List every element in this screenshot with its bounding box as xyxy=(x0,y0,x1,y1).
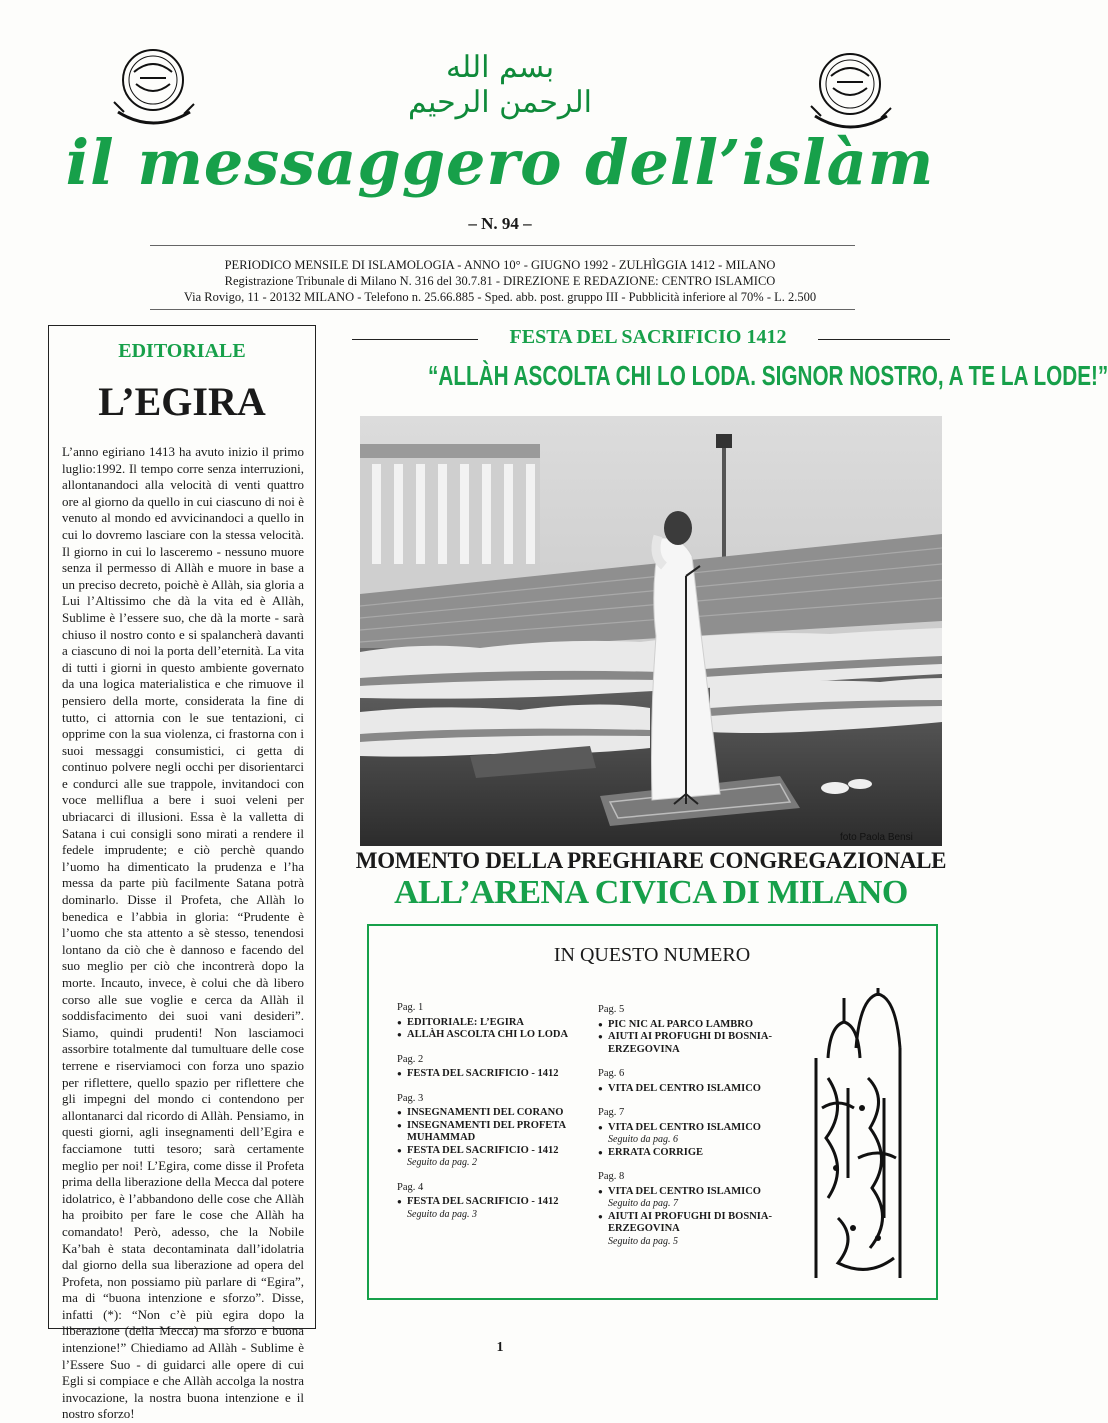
stadium-prayer-photo xyxy=(360,416,942,846)
contents-item: ● VITA DEL CENTRO ISLAMICO xyxy=(598,1083,778,1096)
bismillah-calligraphy: بسم الله الرحمن الرحيم xyxy=(408,50,592,120)
contents-page-label: Pag. 4 xyxy=(397,1181,424,1193)
arabic-calligraphy-domes-icon xyxy=(808,988,908,1288)
contents-item: ● FESTA DEL SACRIFICIO - 1412 xyxy=(397,1068,577,1081)
contents-title: IN QUESTO NUMERO xyxy=(553,944,751,966)
contents-group xyxy=(397,1182,577,1222)
publication-line-2: Registrazione Tribunale di Milano N. 316 del 30.7.81 - DIREZIONE E REDAZIONE: CENTRO ISLAMICO xyxy=(224,274,776,288)
contents-group xyxy=(397,1002,577,1042)
contents-item: ● ALLÀH ASCOLTA CHI LO LODA xyxy=(397,1029,577,1042)
publication-line-1: PERIODICO MENSILE DI ISLAMOLOGIA - ANNO 10° - GIUGNO 1992 - ZULHÌGGIA 1412 - MILANO xyxy=(224,258,776,272)
contents-item: ● INSEGNAMENTI DEL PROFETA MUHAMMAD xyxy=(397,1120,577,1145)
contents-page-label: Pag. 3 xyxy=(397,1092,424,1104)
contents-item: ● INSEGNAMENTI DEL CORANO xyxy=(397,1107,577,1120)
contents-item: ● AIUTI AI PROFUGHI DI BOSNIA-ERZEGOVINA xyxy=(598,1211,778,1236)
contents-item: ● PIC NIC AL PARCO LAMBRO xyxy=(598,1019,778,1032)
issue-number: – N. 94 – xyxy=(468,214,532,233)
contents-group xyxy=(598,1171,778,1248)
contents-item: ● FESTA DEL SACRIFICIO - 1412 xyxy=(397,1196,577,1209)
contents-item: ● FESTA DEL SACRIFICIO - 1412 xyxy=(397,1145,577,1158)
contents-page-label: Pag. 6 xyxy=(598,1068,625,1079)
contents-item-continuation: Seguito da pag. 2 xyxy=(407,1157,477,1168)
photo-caption-line-2: ALL’ARENA CIVICA DI MILANO xyxy=(394,874,908,911)
contents-group xyxy=(598,1068,778,1095)
contents-group xyxy=(598,1107,778,1159)
editorial-body: L’anno egiriano 1413 ha avuto inizio il primo luglio:1992. Il tempo corre senza interruzioni, allontanandoci alla velocità di venti quattro ore al giorno da quello in cui ciascuno di noi è venuto al mondo ed avvicinandoci a quello in cui lo dovremo lasciare con la stessa velocità. Il giorno in cui lo lasceremo - nessuno muore senza il permesso di Allàh e muore in base a un preciso decreto, poichè è Allàh, sia gloria a Lui l’Altissimo che dà la vita ed è Allàh, Sublime è l’essere suo, che dà la morte - sarà chiuso il nostro conto e si spalancherà davanti a ciascuno di noi la porta dell’eternità. La vita di tutti i giorni in questo ambiente governato da una logica materialistica e che rimuove il pensiero della morte, considerata la fine di tutto, ci attornia con le sue tentazioni, ci opprime con la sua violenza, ci frastorna con i suoi messaggi consumistici, ci getta di continuo polvere negli occhi per disorientarci e condurci alle sue trappole, invitandoci con voce melliflua a bere i suoi veleni per ubriacarci di illusioni. Essa è la valletta di Satana i cui consigli sono mirati a rendere il fedele imprudente; e ciò perchè quando l’uomo ha dimenticato la prudenza e l’ha messa da parte più facilmente Satana potrà dominarlo. Disse il Profeta, che Allàh lo benedica e l’abbia in gloria: “Prudente è l’uomo che sta attento a sè stesso, tenendosi lontano da ciò che è dannoso e facendo del suo meglio per ciò che incontrerà dopo la morte. Incauto, invece, è colui che dà libero corso alle sue voglie e cerca da Allàh il soddisfacimento dei suoi vani desideri”. Siamo, quindi prudenti! Non lasciamoci assorbire totalmente dal tumultuare delle cose terrene e riserviamoci con forza uno spazio per riflettere, quello spazio per riflettere che gli impegni del mondo ci contendono per allontanarci dal ricordo di Allàh. Pensiamo, in questi giorni, agli insegnamenti dell’Egira e facciamone tutti tesoro; sarà certamente meglio per noi! L’Egira, come disse il Profeta prima della liberazione della Mecca dal potere idolatrico, è l’abbandono delle cose che Allàh ha proibito per fare le cose che Allàh ha comandato! Però, adesso, che la Nobile Ka’bah è stata decontaminata dall’idolatria dal giorno della sua liberazione ad opera del Profeta, non possiamo più parlare di “Egira”, ma di “buona intenzione e sforzo”. Disse, infatti (*): “Non c’è più egira dopo la liberazione (della Mecca) ma sforzo e buona intenzione!” Chiediamo ad Allàh - Sublime è l’Essere Suo - di guidarci alle opere di cui Egli si compiace e che Allàh accolga la nostra invocazione, la nostra buona intenzione e il nostro sforzo! xyxy=(62,444,304,1422)
contents-page-label: Pag. 7 xyxy=(598,1107,625,1118)
contents-right-column xyxy=(598,1004,778,1260)
contents-left-column xyxy=(397,1002,577,1233)
contents-page-label: Pag. 5 xyxy=(598,1004,625,1015)
newspaper-title: il messaggero dell’islàm xyxy=(65,126,935,199)
editorial-kicker: EDITORIALE xyxy=(118,340,246,362)
contents-item-continuation: Seguito da pag. 7 xyxy=(608,1198,678,1209)
editorial-title: L’EGIRA xyxy=(98,379,266,424)
feature-headline: “ALLÀH ASCOLTA CHI LO LODA. SIGNOR NOSTRO, A TE LA LODE!” xyxy=(428,360,1108,391)
contents-item-continuation: Seguito da pag. 5 xyxy=(608,1235,678,1247)
page-number: 1 xyxy=(496,1340,504,1355)
contents-item: ● VITA DEL CENTRO ISLAMICO xyxy=(598,1122,778,1135)
contents-group xyxy=(598,1004,778,1056)
seal-right-icon xyxy=(805,46,895,136)
contents-group xyxy=(397,1093,577,1170)
contents-item: ● EDITORIALE: L’EGIRA xyxy=(397,1017,577,1030)
publication-line-3: Via Rovigo, 11 - 20132 MILANO - Telefono n. 25.66.885 - Sped. abb. post. gruppo III - Pubblicità inferiore al 70% - L. 2.500 xyxy=(183,290,817,304)
contents-item: ● AIUTI AI PROFUGHI DI BOSNIA-ERZEGOVINA xyxy=(598,1031,778,1056)
masthead-rule-bottom xyxy=(150,309,855,310)
contents-item: ● ERRATA CORRIGE xyxy=(598,1147,778,1160)
masthead-rule-top xyxy=(150,245,855,246)
photo-caption-line-1: MOMENTO DELLA PREGHIARE CONGREGAZIONALE xyxy=(355,848,947,873)
feature-kicker: FESTA DEL SACRIFICIO 1412 xyxy=(478,326,818,349)
contents-page-label: Pag. 2 xyxy=(397,1053,424,1065)
contents-page-label: Pag. 1 xyxy=(397,1002,424,1013)
contents-item: ● VITA DEL CENTRO ISLAMICO xyxy=(598,1186,778,1199)
seal-left-icon xyxy=(108,42,198,132)
contents-group xyxy=(397,1054,577,1081)
contents-item-continuation: Seguito da pag. 3 xyxy=(407,1208,477,1220)
contents-item-continuation: Seguito da pag. 6 xyxy=(608,1134,678,1145)
photo-credit: foto Paola Bensi xyxy=(840,832,913,843)
contents-page-label: Pag. 8 xyxy=(598,1171,625,1182)
